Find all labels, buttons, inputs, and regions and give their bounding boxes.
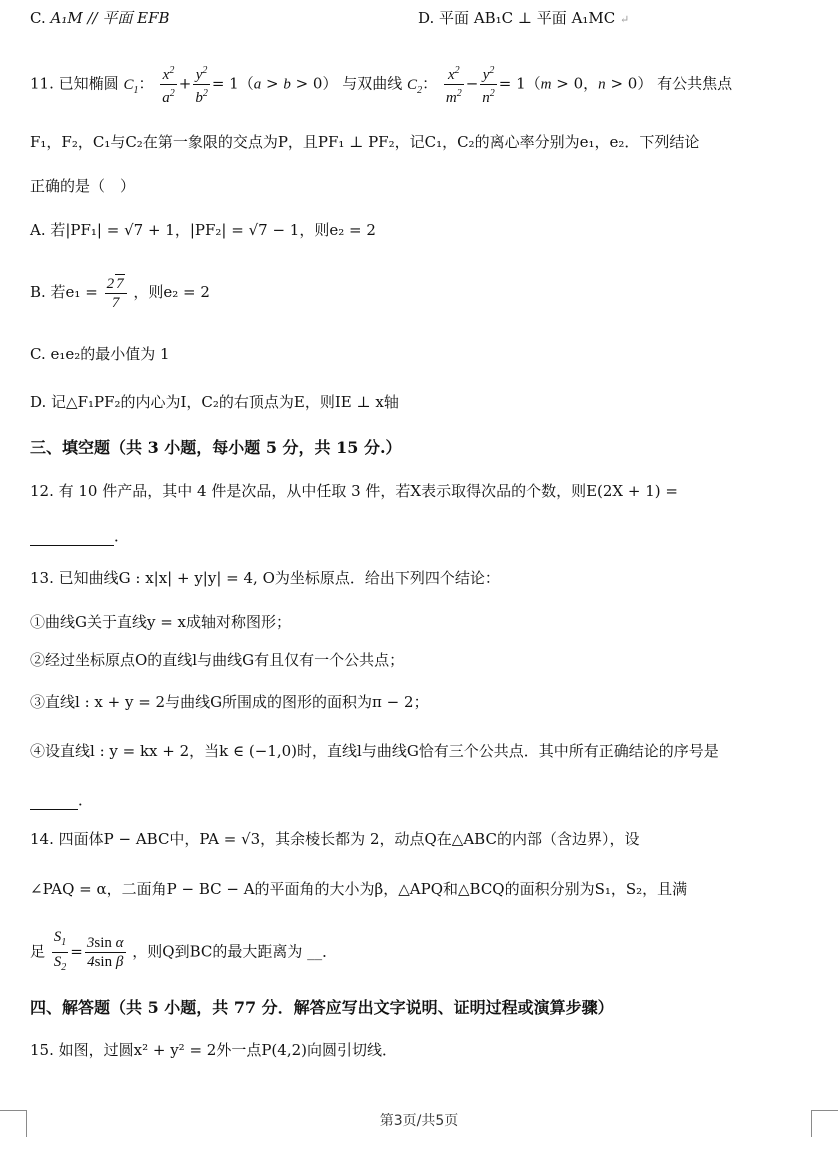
q15-text: 15. 如图，过圆x² + y² = 2外一点P(4,2)向圆引切线． <box>30 1041 397 1059</box>
stem-text: 已知椭圆 <box>58 74 119 93</box>
paragraph-mark-icon: ↵ <box>620 13 630 26</box>
q10-option-c <box>30 8 170 28</box>
fraction: $\frac{\text{3sin α}}{\text{4sin β}}$ <box>86 935 124 970</box>
fraction: $\frac{2 7}{7}$ <box>105 274 127 312</box>
q11-option-a: A. 若|PF₁| = √7 + 1，|PF₂| = √7 − 1，则e₂ = 2 <box>30 221 376 239</box>
section-heading: 三、填空题（共 3 小题，每小题 5 分，共 15 分.） <box>30 438 402 457</box>
fraction: $\frac{y^2}{n^2}$ <box>480 62 497 107</box>
q10-option-d <box>418 8 629 30</box>
q11-option-c: C. e₁e₂的最小值为 1 <box>30 345 170 363</box>
answer-blank[interactable] <box>30 545 114 546</box>
q13-item3: ③直线l : x + y = 2与曲线G所围成的图形的面积为π − 2； <box>30 693 429 711</box>
q14-line3: 足 $\frac{S_1}{S_2}$ = $\frac{\text{3sin α}}{\text{4sin β}}$ ，则Q到BC的最大距离为 __． <box>30 928 337 977</box>
q14-line3-post: ，则Q到BC的最大距离为 __． <box>132 942 338 961</box>
q14-line3-pre: 足 <box>30 942 46 961</box>
q11-stem: 11. 已知椭圆 $C_1$： $\frac{x^2}{a^2}$ + $\frac{y^2}{b^2}$ = 1（a > b > 0） 与双曲线 $C_2$： $\frac{x^2}{m^2}$ − $\frac{y^2}{n^2}$ = 1（m > 0，n > 0） 有公共焦点 <box>30 62 732 109</box>
stem-text: 有公共焦点 <box>657 74 733 93</box>
q13-item2: ②经过坐标原点O的直线l与曲线G有且仅有一个公共点； <box>30 651 405 669</box>
option-b-pre: B. 若e₁ = <box>30 283 98 301</box>
fraction: $\frac{x^2}{a^2}$ <box>160 62 177 107</box>
question-number: 11. <box>30 74 54 93</box>
q13-tail: ． <box>78 791 94 809</box>
section-heading: 四、解答题（共 5 小题，共 77 分．解答应写出文字说明、证明过程或演算步骤） <box>30 998 614 1017</box>
answer-blank[interactable] <box>30 809 78 810</box>
q13-item1: ①曲线G关于直线y = x成轴对称图形； <box>30 613 292 631</box>
q13-stem: 13. 已知曲线G : x|x| + y|y| = 4, O为坐标原点．给出下列四个结论： <box>30 569 500 587</box>
fraction: $\frac{x^2}{m^2}$ <box>444 62 464 107</box>
page-footer: 第3页/共5页 <box>379 1113 459 1129</box>
option-c-text: A₁M // 平面 EFB <box>50 9 170 27</box>
q11-option-d: D. 记△F₁PF₂的内心为I，C₂的右顶点为E，则IE ⊥ x轴 <box>30 393 399 411</box>
q12-text: 12. 有 10 件产品，其中 4 件是次品，从中任取 3 件，若X表示取得次品的个数，则E(2X + 1) = <box>30 482 678 500</box>
option-c-label: C. <box>30 9 46 27</box>
option-d-label: D. <box>418 9 435 27</box>
option-b-post: ，则e₂ = 2 <box>133 283 210 301</box>
fraction: $\frac{y^2}{b^2}$ <box>193 62 210 107</box>
q12-answer-line <box>30 526 129 546</box>
q13-answer-line <box>30 790 93 810</box>
fraction: $\frac{S_1}{S_2}$ <box>53 929 67 973</box>
q14-line2: ∠PAQ = α，二面角P − BC − A的平面角的大小为β，△APQ和△BCQ的面积分别为S₁，S₂，且满 <box>30 880 688 898</box>
option-d-text: 平面 AB₁C ⊥ 平面 A₁MC <box>439 9 616 27</box>
q12-tail: ． <box>114 527 130 545</box>
q11-line2: F₁，F₂，C₁与C₂在第一象限的交点为P，且PF₁ ⊥ PF₂，记C₁，C₂的离心率分别为e₁，e₂．下列结论 <box>30 133 700 151</box>
q11-option-b <box>30 272 210 312</box>
q14-line1: 14. 四面体P − ABC中，PA = √3，其余棱长都为 2，动点Q在△ABC的内部（含边界），设 <box>30 830 640 848</box>
q11-line3: 正确的是（ ） <box>30 177 136 195</box>
stem-text: 与双曲线 <box>342 74 403 93</box>
q13-item4: ④设直线l : y = kx + 2，当k ∈ (−1,0)时，直线l与曲线G恰有三个公共点．其中所有正确结论的序号是 <box>30 742 719 760</box>
